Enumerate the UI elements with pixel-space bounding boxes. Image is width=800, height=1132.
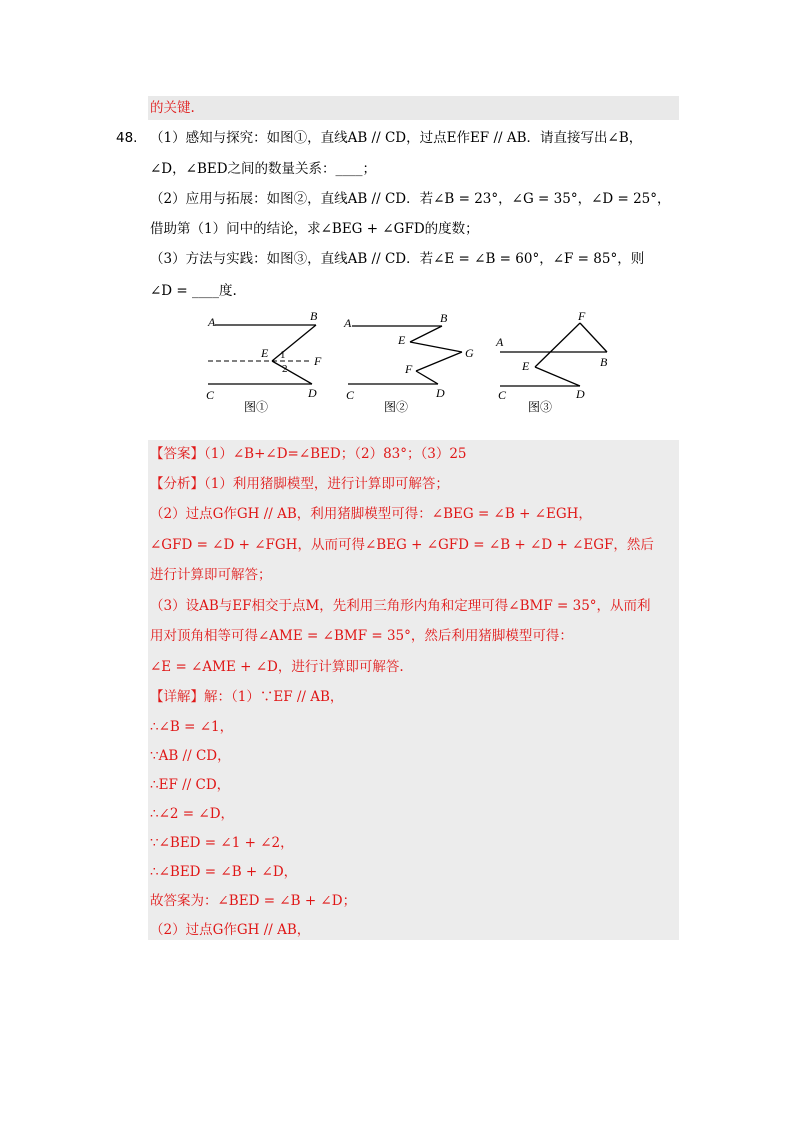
figure-1 [200, 308, 330, 416]
figure-2-label-e: E [398, 333, 406, 347]
answer-line-14: ∵∠BED = ∠1 + ∠2， [150, 835, 294, 851]
answer-line-8: ∠E = ∠AME + ∠D，进行计算即可解答. [150, 659, 404, 675]
figure-3-label-b: B [600, 355, 608, 369]
answer-line-9: 【详解】解：（1）∵EF // AB， [150, 689, 344, 705]
figure-1-label-c: C [206, 388, 215, 402]
figure-2-label-a: A [344, 316, 352, 330]
answer-line-11: ∵AB // CD， [150, 748, 231, 764]
answer-line-7: 用对顶角相等可得∠AME = ∠BMF = 35°，然后利用猪脚模型可得： [150, 628, 573, 644]
previous-answer-band [148, 96, 679, 120]
figure-2 [340, 308, 480, 416]
figure-1-label-angle-2: 2 [282, 363, 288, 375]
question-line-4: 借助第（1）问中的结论，求∠BEG + ∠GFD的度数； [150, 221, 479, 237]
figure-1-label-a: A [208, 315, 216, 329]
answer-line-10: ∴∠B = ∠1， [150, 719, 234, 735]
figure-2-label-d: D [436, 386, 445, 400]
figure-3-label-f: F [578, 309, 586, 323]
question-line-3: （2）应用与拓展：如图②，直线AB // CD．若∠B = 23°，∠G = 35°，∠D = 25°， [150, 191, 671, 207]
question-line-6: ∠D = ____度. [150, 283, 237, 299]
answer-line-15: ∴∠BED = ∠B + ∠D， [150, 864, 298, 880]
figure-3-label-d: D [576, 387, 585, 401]
question-number: 48. [116, 130, 138, 146]
answer-line-6: （3）设AB与EF相交于点M，先利用三角形内角和定理可得∠BMF = 35°，从而利 [150, 598, 651, 614]
figure-2-label-f: F [405, 362, 413, 376]
question-line-2: ∠D，∠BED之间的数量关系：____； [150, 161, 377, 177]
answer-line-4: ∠GFD = ∠D + ∠FGH，从而可得∠BEG + ∠GFD = ∠B + ∠D + ∠EGF，然后 [150, 537, 654, 553]
figure-1-label-f: F [314, 354, 322, 368]
question-line-5: （3）方法与实践：如图③，直线AB // CD．若∠E = ∠B = 60°，∠F = 85°，则 [150, 251, 645, 267]
answer-line-12: ∴EF // CD， [150, 777, 231, 793]
figure-1-label-e: E [261, 346, 269, 360]
figure-2-label-g: G [465, 346, 474, 360]
figure-3-label-a: A [496, 335, 504, 349]
previous-answer-tail: 的关键. [150, 100, 195, 116]
answer-line-5: 进行计算即可解答； [150, 567, 272, 583]
answer-line-13: ∴∠2 = ∠D， [150, 806, 235, 822]
figure-2-caption: 图② [384, 400, 409, 414]
figure-3 [492, 308, 622, 416]
answer-line-1: 【答案】（1）∠B+∠D=∠BED；（2）83°；（3）25 [150, 446, 467, 462]
answer-line-17: （2）过点G作GH // AB， [150, 922, 311, 938]
answer-line-2: 【分析】（1）利用猪脚模型，进行计算即可解答； [150, 476, 449, 492]
figure-3-label-c: C [498, 388, 507, 402]
figure-3-caption: 图③ [528, 400, 553, 414]
figure-2-label-c: C [346, 388, 355, 402]
answer-line-3: （2）过点G作GH // AB，利用猪脚模型可得：∠BEG = ∠B + ∠EGH， [150, 506, 592, 522]
figure-1-label-d: D [308, 386, 317, 400]
figure-1-caption: 图① [244, 400, 269, 414]
question-line-1: （1）感知与探究：如图①，直线AB // CD，过点E作EF // AB．请直接写出∠B， [150, 130, 643, 146]
figure-1-label-angle-1: 1 [280, 349, 286, 361]
figure-3-label-e: E [522, 359, 530, 373]
figure-2-label-b: B [440, 311, 448, 325]
answer-line-16: 故答案为：∠BED = ∠B + ∠D； [150, 893, 357, 909]
figure-1-label-b: B [310, 309, 318, 323]
